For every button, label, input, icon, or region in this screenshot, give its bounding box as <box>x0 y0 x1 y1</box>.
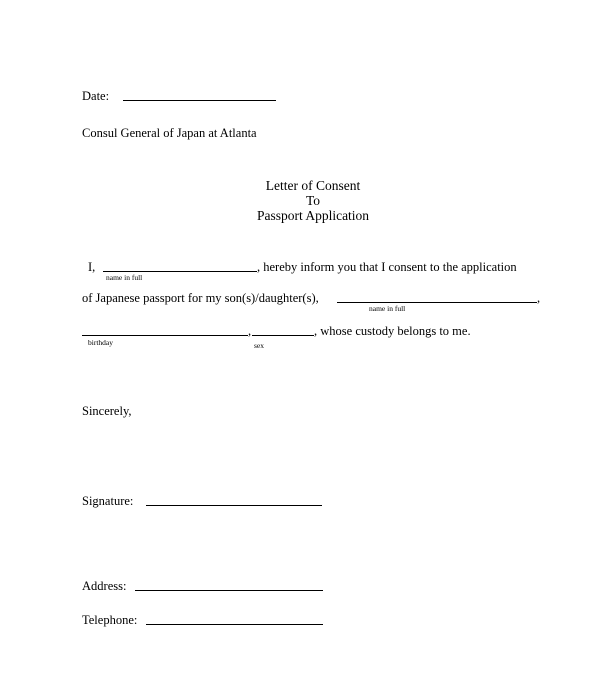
sex-field-line[interactable] <box>252 335 314 336</box>
body-line1-prefix: I, <box>88 260 96 274</box>
closing-text: Sincerely, <box>82 404 132 418</box>
date-label: Date: <box>82 89 110 103</box>
telephone-label: Telephone: <box>82 613 138 627</box>
birthday-field-line[interactable] <box>82 335 248 336</box>
sex-hint: sex <box>254 341 264 350</box>
letter-title-line3: Passport Application <box>256 208 370 223</box>
address-field-line[interactable] <box>135 590 323 591</box>
birthday-hint: birthday <box>88 338 113 347</box>
body-line3-suffix: , whose custody belongs to me. <box>314 324 471 338</box>
date-field-line[interactable] <box>123 100 276 101</box>
letter-title-line2: To <box>305 193 321 208</box>
signature-field-line[interactable] <box>146 505 322 506</box>
signature-label: Signature: <box>82 494 134 508</box>
letter-title-line1: Letter of Consent <box>265 178 361 193</box>
parent-name-field-line[interactable] <box>103 271 257 272</box>
child-name-hint: name in full <box>369 304 406 313</box>
body-line1-suffix: , hereby inform you that I consent to the application <box>257 260 517 274</box>
body-line2-text: of Japanese passport for my son(s)/daughter(s), <box>82 291 319 305</box>
body-line2-end: , <box>537 291 541 305</box>
parent-name-hint: name in full <box>106 273 143 282</box>
body-line3-comma: , <box>248 324 252 338</box>
recipient-text: Consul General of Japan at Atlanta <box>82 126 257 140</box>
child-name-field-line[interactable] <box>337 302 537 303</box>
address-label: Address: <box>82 579 127 593</box>
telephone-field-line[interactable] <box>146 624 323 625</box>
